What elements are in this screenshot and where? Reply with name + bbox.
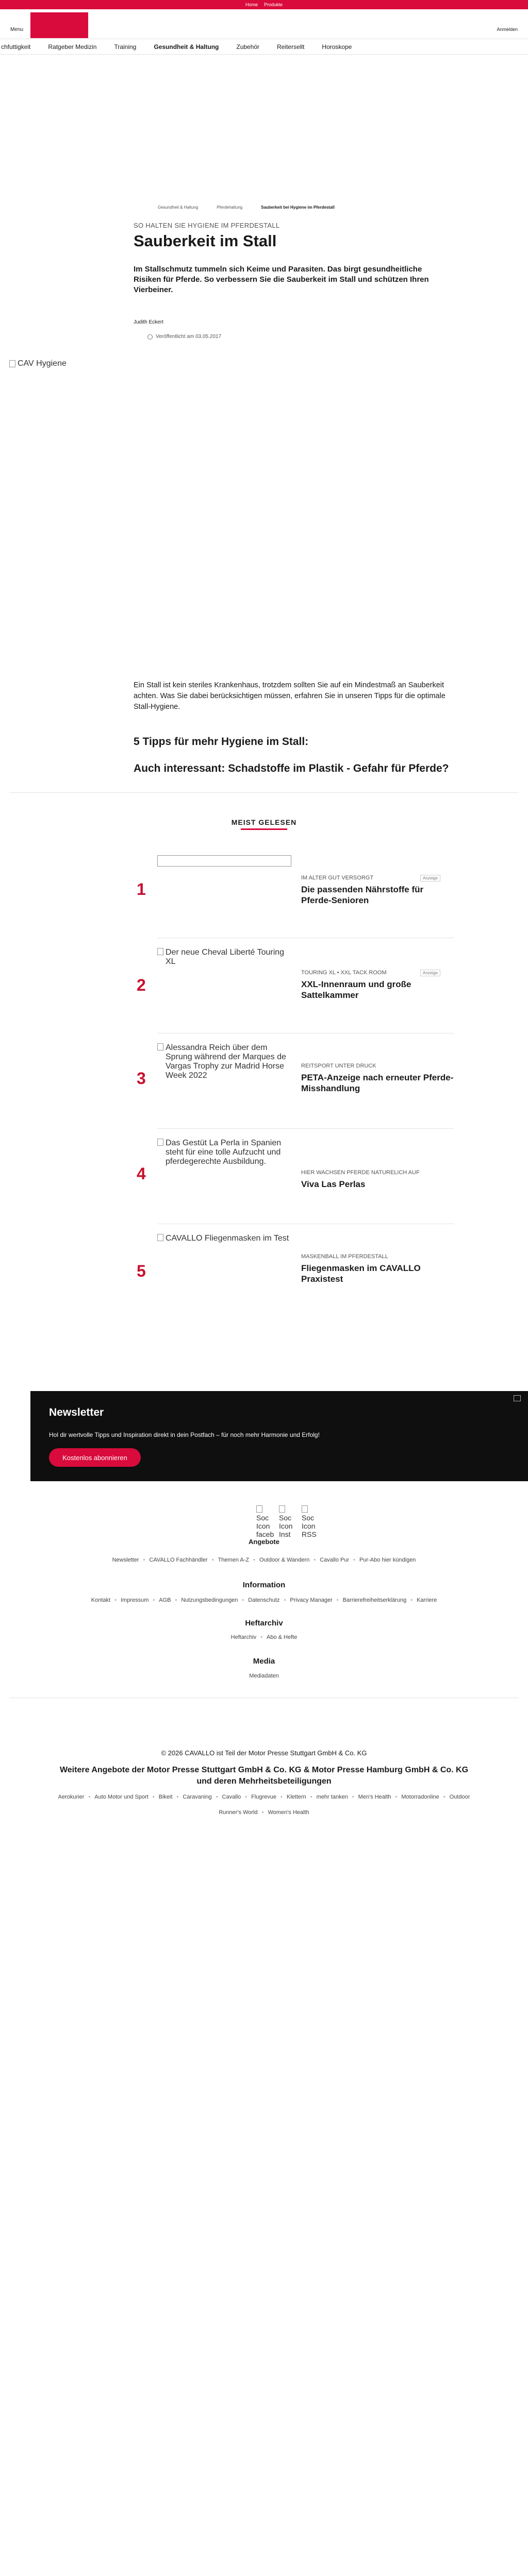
copyright: © 2026 CAVALLO ist Teil der Motor Presse Stuttgart GmbH & Co. KG: [161, 1749, 367, 1757]
item-thumbnail[interactable]: [157, 948, 291, 966]
footer-media-links: [0, 1673, 528, 1679]
nav-item-zubehoer[interactable]: Zubehör: [236, 43, 260, 50]
footer-link[interactable]: Pur-Abo hier kündigen: [359, 1557, 416, 1563]
broken-image-icon: [279, 1505, 285, 1513]
brand-link[interactable]: Klettern: [286, 1794, 306, 1800]
item-kicker: TOURING XL • XXL TACK ROOM: [301, 970, 387, 976]
hero-image-alt: CAV Hygiene: [18, 359, 67, 368]
item-thumbnail[interactable]: [157, 1234, 291, 1260]
article-kicker: SO HALTEN SIE HYGIENE IM PFERDESTALL: [134, 222, 280, 229]
thumbnail-alt: CAVALLO Fliegenmasken im Test: [166, 1234, 289, 1243]
most-read-heading: [0, 818, 528, 830]
footer-media-heading: Media: [253, 1657, 275, 1666]
cavallo-logo[interactable]: [30, 12, 88, 38]
facebook-icon[interactable]: [256, 1505, 272, 1543]
most-read-title: MEIST GELESEN: [231, 818, 297, 826]
social-alt: Soc Icon Inst: [279, 1514, 293, 1538]
more-offers-heading: Weitere Angebote der Motor Presse Stuttgart GmbH & Co. KG & Motor Presse Hamburg GmbH & Co. KG und deren Mehrheitsbeteiligungen: [59, 1766, 469, 1786]
hero-image: [9, 353, 143, 374]
item-kicker: HIER WACHSEN PFERDE NATURELICH AUF: [301, 1170, 420, 1176]
brand-links: Aerokurier • Auto Motor und Sport • Bikeit • Caravaning • Cavallo • Flugrevue • Klettern • mehr tanken • Men's Health • Motorradonline • Outdoor: [58, 1794, 470, 1800]
brand-link[interactable]: mehr tanken: [316, 1794, 348, 1800]
item-kicker: REITSPORT UNTER DRUCK: [301, 1063, 376, 1069]
breadcrumb-item[interactable]: Gesundheit & Haltung: [158, 205, 199, 210]
nav-item-ratgeber-medizin[interactable]: Ratgeber Medizin: [48, 43, 97, 50]
nav-item-horoskope[interactable]: Horoskope: [322, 43, 352, 50]
footer-link[interactable]: AGB: [159, 1597, 171, 1603]
footer-link[interactable]: Heftarchiv: [230, 1634, 257, 1640]
footer-link[interactable]: Karriere: [417, 1597, 437, 1603]
menu-label: Menu: [10, 27, 24, 32]
section-divider: [9, 792, 519, 793]
newsletter-subscribe-button[interactable]: Kostenlos abonnieren: [49, 1448, 141, 1467]
most-read-item[interactable]: [134, 948, 453, 1036]
newsletter-box: [30, 1391, 528, 1481]
article-body: Ein Stall ist kein steriles Krankenhaus, trotzdem sollten Sie auf ein Mindestmaß an Sauberkeit achten. Was Sie dabei berücksichtigen müssen, erfahren Sie in unseren Tipps für die optimale Stall-Hygiene.: [134, 681, 446, 711]
top-bar: [0, 0, 528, 9]
login-link[interactable]: Anmelden: [497, 27, 518, 32]
nav-item-fuetterung[interactable]: chfuttigkeit: [1, 43, 31, 50]
footer-link[interactable]: Mediadaten: [249, 1673, 279, 1679]
breadcrumb-item[interactable]: Pferdehaltung: [217, 205, 243, 210]
most-read-item[interactable]: [134, 855, 453, 943]
footer-link[interactable]: Datenschutz: [248, 1597, 280, 1603]
brand-link[interactable]: Women's Health: [268, 1809, 309, 1816]
broken-image-icon: [256, 1505, 262, 1513]
breadcrumb: [158, 205, 335, 210]
social-alt: Soc Icon RSS: [302, 1514, 317, 1538]
most-read-item[interactable]: [134, 1234, 453, 1321]
footer-link[interactable]: Nutzungsbedingungen: [181, 1597, 238, 1603]
footer-link[interactable]: Themen A-Z: [218, 1557, 250, 1563]
footer-archive-links: Heftarchiv • Abo & Hefte: [230, 1634, 298, 1640]
footer-link[interactable]: CAVALLO Fachhändler: [149, 1557, 208, 1563]
item-headline[interactable]: PETA-Anzeige nach erneuter Pferde-Misshandlung: [301, 1073, 454, 1093]
rank-number: 2: [137, 976, 146, 994]
thumbnail-alt: Alessandra Reich über dem Sprung während der Marques de Vargas Trophy zur Madrid Horse Week 2022: [166, 1043, 286, 1080]
brand-links-row2: Runner's World • Women's Health: [219, 1809, 309, 1816]
most-read-item[interactable]: [134, 1139, 453, 1226]
brand-link[interactable]: Men's Health: [358, 1794, 391, 1800]
clock-icon: [147, 334, 153, 340]
item-headline[interactable]: Fliegenmasken im CAVALLO Praxistest: [301, 1263, 421, 1284]
item-thumbnail[interactable]: [157, 1043, 291, 1090]
item-thumbnail[interactable]: [157, 1139, 291, 1185]
ad-badge: Anzeige: [420, 970, 440, 976]
footer-link[interactable]: Kontakt: [91, 1597, 111, 1603]
footer-link[interactable]: Outdoor & Wandern: [259, 1557, 310, 1563]
newsletter-title: Newsletter: [49, 1406, 104, 1418]
article-date-text: Veröffentlicht am 03.05.2017: [156, 334, 222, 340]
broken-image-icon: [157, 948, 163, 955]
brand-link[interactable]: Aerokurier: [58, 1794, 85, 1800]
brand-link[interactable]: Bikeit: [158, 1794, 173, 1800]
thumbnail-alt: Der neue Cheval Liberté Touring XL: [166, 948, 285, 966]
thumbnail-alt: Das Gestüt La Perla in Spanien steht für eine tolle Aufzucht und pferdegerechte Ausbildung.: [166, 1139, 282, 1166]
broken-image-icon: [157, 855, 291, 867]
item-thumbnail[interactable]: [157, 855, 291, 870]
footer-link[interactable]: Impressum: [120, 1597, 149, 1603]
item-kicker: IM ALTER GUT VERSORGT: [301, 875, 374, 881]
footer-offers-links: Newsletter • CAVALLO Fachhändler • Themen A-Z • Outdoor & Wandern • Cavallo Pur • Pur-Abo hier kündigen: [112, 1557, 416, 1563]
article-author[interactable]: Judith Eckert: [134, 319, 163, 325]
site-header: [0, 9, 528, 39]
brand-link[interactable]: Runner's World: [219, 1809, 258, 1816]
rss-icon[interactable]: [302, 1505, 317, 1543]
item-headline[interactable]: XXL-Innenraum und große Sattelkammer: [301, 979, 411, 1000]
footer-info-links: Kontakt • Impressum • AGB • Nutzungsbedingungen • Datenschutz • Privacy Manager • Barrierefreiheitserklärung • Karriere: [91, 1597, 437, 1603]
footer-archive-heading: Heftarchiv: [245, 1619, 283, 1628]
broken-image-icon: [514, 1395, 521, 1401]
related-heading[interactable]: Auch interessant: Schadstoffe im Plastik - Gefahr für Pferde?: [134, 762, 449, 774]
article-title: Sauberkeit im Stall: [134, 232, 277, 250]
broken-image-icon: [157, 1139, 163, 1146]
main-nav: [0, 39, 528, 55]
brand-link[interactable]: Cavallo: [222, 1794, 241, 1800]
footer-link[interactable]: Privacy Manager: [290, 1597, 333, 1603]
tips-heading: 5 Tipps für mehr Hygiene im Stall:: [134, 736, 309, 748]
article-lead: Im Stallschmutz tummeln sich Keime und Parasiten. Das birgt gesundheitliche Risiken für Pferde. So verbessern Sie die Sauberkeit im Stall und schützen Ihren Vierbeiner.: [134, 265, 429, 294]
social-alt: Soc Icon faceb: [256, 1514, 274, 1538]
rank-number: 1: [137, 880, 146, 899]
nav-item-reiterwelt[interactable]: Reitersellt: [277, 43, 305, 50]
footer-link[interactable]: Barrierefreiheitserklärung: [342, 1597, 407, 1603]
most-read-item[interactable]: [134, 1043, 453, 1131]
nav-item-training[interactable]: Training: [114, 43, 137, 50]
topbar-link-produkte[interactable]: Produkte: [263, 2, 283, 7]
brand-link[interactable]: Flugrevue: [251, 1794, 277, 1800]
rank-number: 3: [137, 1069, 146, 1088]
article-date: [147, 334, 221, 340]
brand-link[interactable]: Auto Motor und Sport: [94, 1794, 148, 1800]
footer-link[interactable]: Newsletter: [112, 1557, 139, 1563]
item-headline[interactable]: Viva Las Perlas: [301, 1179, 366, 1189]
footer-offers-heading: Angebote: [249, 1538, 279, 1546]
most-read-underline: [241, 828, 287, 830]
topbar-link-home[interactable]: Home: [245, 2, 258, 7]
instagram-icon[interactable]: [279, 1505, 294, 1543]
social-links: [256, 1505, 317, 1543]
brand-link[interactable]: Motorradonline: [401, 1794, 439, 1800]
nav-item-gesundheit-haltung[interactable]: Gesundheit & Haltung: [154, 43, 219, 50]
breadcrumb-current: Sauberkeit bei Hygiene im Pferdestall: [261, 205, 335, 210]
item-divider: [157, 1128, 454, 1129]
footer-info-heading: Information: [242, 1581, 286, 1589]
footer-link[interactable]: Abo & Hefte: [267, 1634, 298, 1640]
broken-image-icon: [302, 1505, 308, 1513]
footer-link[interactable]: Cavallo Pur: [320, 1557, 350, 1563]
ad-badge: Anzeige: [420, 875, 440, 882]
rank-number: 5: [137, 1262, 146, 1280]
brand-link[interactable]: Caravaning: [183, 1794, 212, 1800]
item-headline[interactable]: Die passenden Nährstoffe für Pferde-Senioren: [301, 885, 424, 905]
brand-link[interactable]: Outdoor: [449, 1794, 470, 1800]
broken-image-icon: [9, 360, 15, 367]
menu-button[interactable]: [10, 27, 23, 32]
rank-number: 4: [137, 1164, 146, 1183]
newsletter-text: Hol dir wertvolle Tipps und Inspiration direkt in dein Postfach – für noch mehr Harmonie und Erfolg!: [49, 1431, 320, 1438]
broken-image-icon: [157, 1234, 163, 1241]
item-kicker: MASKENBALL IM PFERDESTALL: [301, 1253, 388, 1260]
broken-image-icon: [157, 1043, 163, 1050]
